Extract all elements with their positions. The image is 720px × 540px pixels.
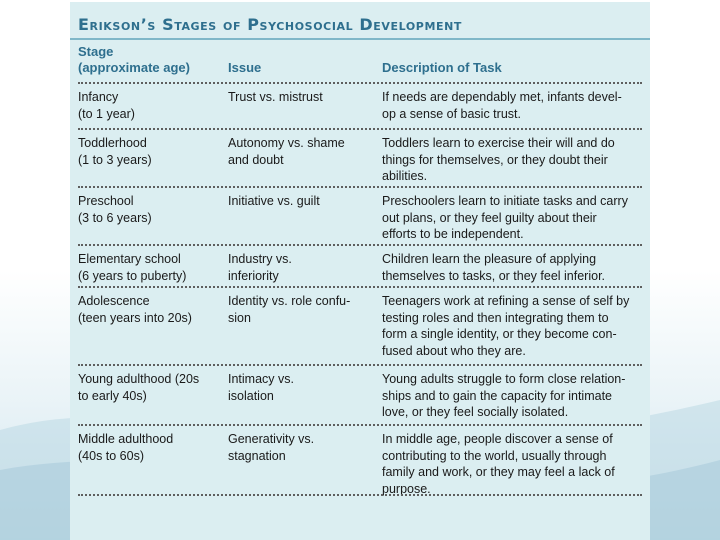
- header-stage: [78, 44, 228, 76]
- cell-line: ships and to gain the capacity for intimate: [382, 388, 612, 403]
- cell-line: (3 to 6 years): [78, 210, 152, 225]
- table-bottom-divider: [78, 494, 642, 496]
- cell-line: If needs are dependably met, infants devel-: [382, 90, 622, 104]
- cell-issue: [228, 193, 382, 210]
- cell-line: (teen years into 20s): [78, 310, 192, 325]
- table-row: [78, 424, 642, 496]
- table-row: [78, 244, 642, 283]
- header-stage-line1: Stage: [78, 44, 114, 59]
- cell-line: Initiative vs. guilt: [228, 194, 320, 208]
- cell-line: Toddlers learn to exercise their will and do: [382, 136, 615, 150]
- table-header: [78, 44, 642, 84]
- cell-issue: [228, 89, 382, 106]
- cell-line: Teenagers work at refining a sense of self by: [382, 294, 630, 308]
- cell-line: abilities.: [382, 169, 428, 183]
- cell-line: contributing to the world, usually through: [382, 448, 607, 463]
- cell-line: Infancy: [78, 90, 119, 104]
- cell-line: and doubt: [228, 152, 284, 167]
- cell-issue: [228, 293, 382, 326]
- cell-line: Intimacy vs.: [228, 372, 294, 386]
- cell-line: Preschool: [78, 194, 134, 208]
- cell-stage: [78, 193, 228, 226]
- cell-line: Children learn the pleasure of applying: [382, 252, 597, 266]
- cell-line: purpose.: [382, 481, 431, 496]
- cell-line: testing roles and then integrating them to: [382, 310, 609, 325]
- cell-line: family and work, or they may feel a lack of: [382, 465, 615, 479]
- cell-line: Young adults struggle to form close relation-: [382, 372, 626, 386]
- cell-line: (1 to 3 years): [78, 152, 152, 167]
- erikson-table-card: [70, 2, 650, 540]
- cell-line: love, or they feel socially isolated.: [382, 405, 569, 419]
- cell-line: (to 1 year): [78, 106, 135, 121]
- table-row: [78, 364, 642, 419]
- cell-line: efforts to be independent.: [382, 227, 524, 241]
- cell-line: (40s to 60s): [78, 448, 145, 463]
- cell-task: [382, 431, 644, 497]
- cell-task: [382, 293, 644, 359]
- table-row: [78, 128, 642, 183]
- table-row: [78, 186, 642, 241]
- table-row: [78, 286, 642, 358]
- cell-issue: [228, 371, 382, 404]
- cell-line: sion: [228, 310, 251, 325]
- cell-stage: [78, 371, 228, 404]
- cell-stage: [78, 293, 228, 326]
- cell-line: Identity vs. role confu-: [228, 294, 351, 308]
- cell-line: Industry vs.: [228, 252, 292, 266]
- cell-line: op a sense of basic trust.: [382, 106, 521, 121]
- cell-task: [382, 251, 644, 284]
- cell-line: Autonomy vs. shame: [228, 136, 345, 150]
- header-task: Description of Task: [382, 60, 502, 75]
- cell-line: out plans, or they feel guilty about their: [382, 210, 597, 225]
- cell-line: inferiority: [228, 268, 279, 283]
- cell-line: to early 40s): [78, 388, 147, 403]
- cell-task: [382, 371, 644, 421]
- cell-line: Generativity vs.: [228, 432, 315, 446]
- title-divider: [70, 38, 650, 40]
- cell-line: Preschoolers learn to initiate tasks and carry: [382, 194, 628, 208]
- cell-issue: [228, 251, 382, 284]
- cell-task: [382, 89, 644, 122]
- cell-issue: [228, 135, 382, 168]
- cell-stage: [78, 89, 228, 122]
- cell-line: Adolescence: [78, 294, 150, 308]
- cell-line: Toddlerhood: [78, 136, 147, 150]
- cell-stage: [78, 251, 228, 284]
- cell-task: [382, 135, 644, 185]
- cell-line: Young adulthood (20s: [78, 372, 200, 386]
- cell-line: stagnation: [228, 448, 286, 463]
- cell-line: fused about who they are.: [382, 343, 526, 358]
- cell-line: In middle age, people discover a sense of: [382, 432, 613, 446]
- cell-line: form a single identity, or they become con-: [382, 327, 617, 341]
- cell-line: things for themselves, or they doubt their: [382, 152, 608, 167]
- table-row: [78, 82, 642, 121]
- cell-task: [382, 193, 644, 243]
- cell-line: Middle adulthood: [78, 432, 174, 446]
- header-issue: Issue: [228, 60, 262, 75]
- table-title: Erikson’s Stages of Psychosocial Development: [78, 15, 463, 34]
- cell-line: Trust vs. mistrust: [228, 90, 323, 104]
- cell-line: (6 years to puberty): [78, 268, 187, 283]
- cell-stage: [78, 431, 228, 464]
- cell-line: isolation: [228, 388, 274, 403]
- cell-line: themselves to tasks, or they feel inferior.: [382, 268, 606, 283]
- cell-line: Elementary school: [78, 252, 181, 266]
- header-stage-line2: (approximate age): [78, 60, 190, 75]
- cell-stage: [78, 135, 228, 168]
- cell-issue: [228, 431, 382, 464]
